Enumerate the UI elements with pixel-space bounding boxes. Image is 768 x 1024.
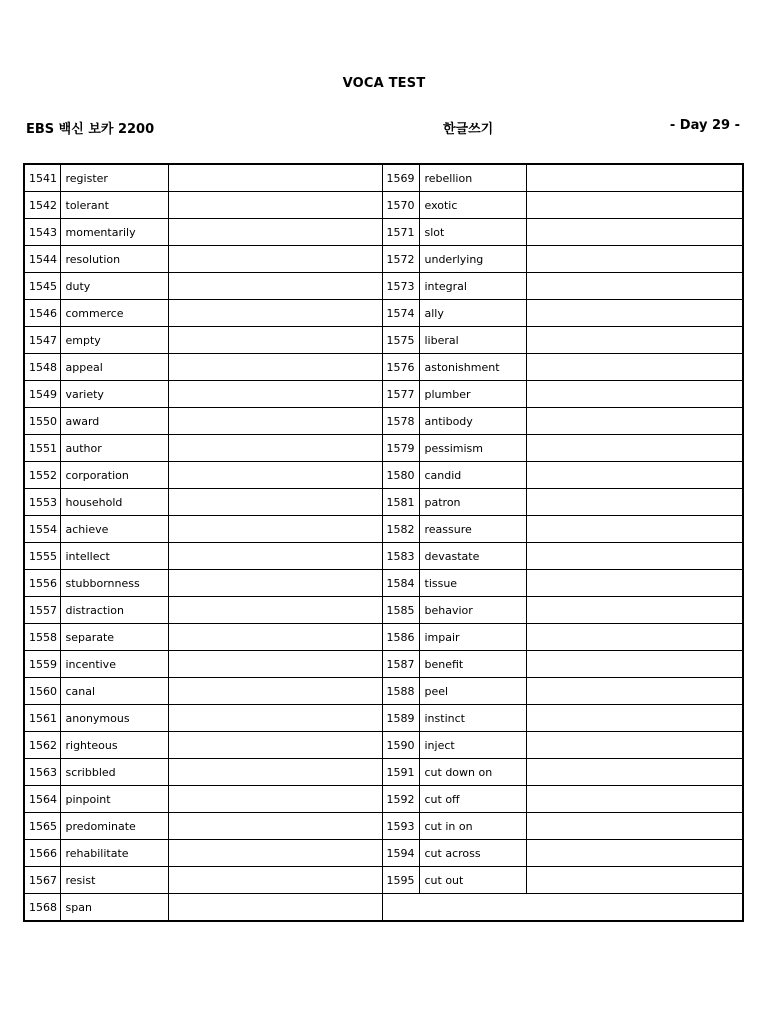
- word-text: anonymous: [60, 705, 168, 732]
- answer-blank[interactable]: [168, 894, 382, 922]
- word-text: liberal: [419, 327, 526, 354]
- answer-blank[interactable]: [168, 489, 382, 516]
- table-row: [24, 327, 743, 354]
- answer-blank[interactable]: [168, 354, 382, 381]
- table-row: [24, 273, 743, 300]
- word-number: 1562: [24, 732, 60, 759]
- word-text: pessimism: [419, 435, 526, 462]
- table-row: [24, 570, 743, 597]
- word-text: righteous: [60, 732, 168, 759]
- answer-blank[interactable]: [168, 408, 382, 435]
- answer-blank[interactable]: [526, 489, 743, 516]
- answer-blank[interactable]: [168, 164, 382, 192]
- answer-blank[interactable]: [526, 354, 743, 381]
- table-row: [24, 246, 743, 273]
- word-text: pinpoint: [60, 786, 168, 813]
- table-row: [24, 408, 743, 435]
- word-number: 1546: [24, 300, 60, 327]
- word-text: instinct: [419, 705, 526, 732]
- word-text: register: [60, 164, 168, 192]
- word-number: 1568: [24, 894, 60, 922]
- answer-blank[interactable]: [526, 462, 743, 489]
- word-number: 1547: [24, 327, 60, 354]
- table-row: [24, 651, 743, 678]
- answer-blank[interactable]: [168, 678, 382, 705]
- answer-blank[interactable]: [526, 624, 743, 651]
- answer-blank[interactable]: [526, 840, 743, 867]
- answer-blank[interactable]: [168, 597, 382, 624]
- table-row: [24, 894, 743, 922]
- table-row: [24, 381, 743, 408]
- word-text: separate: [60, 624, 168, 651]
- word-number: 1549: [24, 381, 60, 408]
- answer-blank[interactable]: [168, 732, 382, 759]
- word-number: 1567: [24, 867, 60, 894]
- answer-blank[interactable]: [168, 759, 382, 786]
- word-number: 1561: [24, 705, 60, 732]
- table-row: [24, 435, 743, 462]
- word-text: impair: [419, 624, 526, 651]
- answer-blank[interactable]: [526, 651, 743, 678]
- word-number: 1583: [382, 543, 419, 570]
- word-text: span: [60, 894, 168, 922]
- word-number: 1545: [24, 273, 60, 300]
- word-number: 1571: [382, 219, 419, 246]
- answer-blank[interactable]: [168, 813, 382, 840]
- table-row: [24, 543, 743, 570]
- word-text: appeal: [60, 354, 168, 381]
- word-text: rebellion: [419, 164, 526, 192]
- word-number: 1559: [24, 651, 60, 678]
- word-number: 1594: [382, 840, 419, 867]
- word-number: 1590: [382, 732, 419, 759]
- word-number: 1557: [24, 597, 60, 624]
- word-text: cut down on: [419, 759, 526, 786]
- word-number: 1544: [24, 246, 60, 273]
- answer-blank[interactable]: [526, 192, 743, 219]
- answer-blank[interactable]: [526, 813, 743, 840]
- answer-blank[interactable]: [168, 840, 382, 867]
- word-text: slot: [419, 219, 526, 246]
- answer-blank[interactable]: [168, 219, 382, 246]
- answer-blank[interactable]: [526, 570, 743, 597]
- table-row: [24, 462, 743, 489]
- table-row: [24, 759, 743, 786]
- word-text: scribbled: [60, 759, 168, 786]
- word-number: 1569: [382, 164, 419, 192]
- book-title: EBS 백신 보카 2200: [26, 122, 155, 137]
- word-text: exotic: [419, 192, 526, 219]
- word-text: tolerant: [60, 192, 168, 219]
- answer-blank[interactable]: [526, 273, 743, 300]
- answer-blank[interactable]: [168, 705, 382, 732]
- word-number: 1563: [24, 759, 60, 786]
- answer-blank[interactable]: [168, 192, 382, 219]
- word-text: momentarily: [60, 219, 168, 246]
- answer-blank[interactable]: [526, 678, 743, 705]
- table-row: [24, 732, 743, 759]
- page-title: VOCA TEST: [342, 76, 426, 91]
- table-row: [24, 489, 743, 516]
- table-row: [24, 597, 743, 624]
- table-row: [24, 624, 743, 651]
- word-text: underlying: [419, 246, 526, 273]
- word-text: household: [60, 489, 168, 516]
- word-text: plumber: [419, 381, 526, 408]
- word-number: 1554: [24, 516, 60, 543]
- answer-blank[interactable]: [168, 651, 382, 678]
- word-number: 1556: [24, 570, 60, 597]
- word-text: commerce: [60, 300, 168, 327]
- word-number: 1575: [382, 327, 419, 354]
- answer-blank[interactable]: [168, 273, 382, 300]
- answer-blank[interactable]: [168, 327, 382, 354]
- word-text: behavior: [419, 597, 526, 624]
- word-text: patron: [419, 489, 526, 516]
- answer-blank[interactable]: [168, 381, 382, 408]
- answer-blank[interactable]: [526, 786, 743, 813]
- word-number: 1576: [382, 354, 419, 381]
- word-number: 1588: [382, 678, 419, 705]
- answer-blank[interactable]: [526, 435, 743, 462]
- word-text: award: [60, 408, 168, 435]
- word-number: 1560: [24, 678, 60, 705]
- word-text: incentive: [60, 651, 168, 678]
- word-number: 1565: [24, 813, 60, 840]
- answer-blank[interactable]: [526, 300, 743, 327]
- answer-blank[interactable]: [168, 624, 382, 651]
- word-text: astonishment: [419, 354, 526, 381]
- answer-blank[interactable]: [526, 327, 743, 354]
- word-number: 1578: [382, 408, 419, 435]
- answer-blank[interactable]: [168, 786, 382, 813]
- word-number: 1595: [382, 867, 419, 894]
- table-row: [24, 192, 743, 219]
- word-text: resolution: [60, 246, 168, 273]
- answer-blank[interactable]: [526, 597, 743, 624]
- word-text: tissue: [419, 570, 526, 597]
- word-number: 1577: [382, 381, 419, 408]
- test-type-label: 한글쓰기: [443, 122, 494, 137]
- word-text: inject: [419, 732, 526, 759]
- answer-blank[interactable]: [168, 570, 382, 597]
- word-number: 1543: [24, 219, 60, 246]
- table-row: [24, 840, 743, 867]
- word-text: rehabilitate: [60, 840, 168, 867]
- word-text: achieve: [60, 516, 168, 543]
- word-number: 1584: [382, 570, 419, 597]
- word-number: 1566: [24, 840, 60, 867]
- word-number: 1555: [24, 543, 60, 570]
- answer-blank[interactable]: [526, 759, 743, 786]
- word-number: 1593: [382, 813, 419, 840]
- answer-blank[interactable]: [526, 408, 743, 435]
- word-text: peel: [419, 678, 526, 705]
- table-row: [24, 678, 743, 705]
- word-number: 1558: [24, 624, 60, 651]
- word-text: predominate: [60, 813, 168, 840]
- answer-blank[interactable]: [168, 867, 382, 894]
- word-text: cut out: [419, 867, 526, 894]
- answer-blank[interactable]: [526, 705, 743, 732]
- word-text: empty: [60, 327, 168, 354]
- word-number: 1553: [24, 489, 60, 516]
- answer-blank[interactable]: [168, 435, 382, 462]
- table-row: [24, 705, 743, 732]
- word-text: intellect: [60, 543, 168, 570]
- word-text: reassure: [419, 516, 526, 543]
- word-text: stubbornness: [60, 570, 168, 597]
- word-number: 1582: [382, 516, 419, 543]
- empty-cell: [382, 894, 743, 922]
- word-text: duty: [60, 273, 168, 300]
- word-number: 1570: [382, 192, 419, 219]
- table-row: [24, 164, 743, 192]
- word-number: 1548: [24, 354, 60, 381]
- word-text: antibody: [419, 408, 526, 435]
- word-text: distraction: [60, 597, 168, 624]
- answer-blank[interactable]: [526, 164, 743, 192]
- word-text: cut in on: [419, 813, 526, 840]
- answer-blank[interactable]: [526, 219, 743, 246]
- answer-blank[interactable]: [168, 300, 382, 327]
- answer-blank[interactable]: [168, 462, 382, 489]
- answer-blank[interactable]: [526, 867, 743, 894]
- word-text: devastate: [419, 543, 526, 570]
- table-row: [24, 354, 743, 381]
- answer-blank[interactable]: [526, 543, 743, 570]
- word-number: 1573: [382, 273, 419, 300]
- word-text: benefit: [419, 651, 526, 678]
- word-number: 1572: [382, 246, 419, 273]
- answer-blank[interactable]: [526, 246, 743, 273]
- day-label: - Day 29 -: [669, 118, 740, 133]
- word-text: candid: [419, 462, 526, 489]
- word-number: 1579: [382, 435, 419, 462]
- table-row: [24, 219, 743, 246]
- answer-blank[interactable]: [168, 246, 382, 273]
- word-number: 1586: [382, 624, 419, 651]
- word-text: cut off: [419, 786, 526, 813]
- answer-blank[interactable]: [526, 516, 743, 543]
- table-row: [24, 813, 743, 840]
- word-number: 1550: [24, 408, 60, 435]
- word-text: integral: [419, 273, 526, 300]
- word-number: 1585: [382, 597, 419, 624]
- word-text: corporation: [60, 462, 168, 489]
- word-number: 1580: [382, 462, 419, 489]
- word-number: 1551: [24, 435, 60, 462]
- table-row: [24, 867, 743, 894]
- word-number: 1589: [382, 705, 419, 732]
- word-number: 1541: [24, 164, 60, 192]
- vocabulary-table-body: [24, 164, 743, 921]
- answer-blank[interactable]: [168, 543, 382, 570]
- word-text: ally: [419, 300, 526, 327]
- answer-blank[interactable]: [526, 732, 743, 759]
- word-text: author: [60, 435, 168, 462]
- answer-blank[interactable]: [526, 381, 743, 408]
- word-number: 1587: [382, 651, 419, 678]
- word-number: 1552: [24, 462, 60, 489]
- table-row: [24, 300, 743, 327]
- table-row: [24, 786, 743, 813]
- word-number: 1592: [382, 786, 419, 813]
- word-text: variety: [60, 381, 168, 408]
- word-number: 1591: [382, 759, 419, 786]
- word-text: canal: [60, 678, 168, 705]
- word-text: resist: [60, 867, 168, 894]
- word-number: 1564: [24, 786, 60, 813]
- table-row: [24, 516, 743, 543]
- word-number: 1574: [382, 300, 419, 327]
- word-number: 1581: [382, 489, 419, 516]
- answer-blank[interactable]: [168, 516, 382, 543]
- word-number: 1542: [24, 192, 60, 219]
- vocabulary-table: [23, 163, 744, 922]
- word-text: cut across: [419, 840, 526, 867]
